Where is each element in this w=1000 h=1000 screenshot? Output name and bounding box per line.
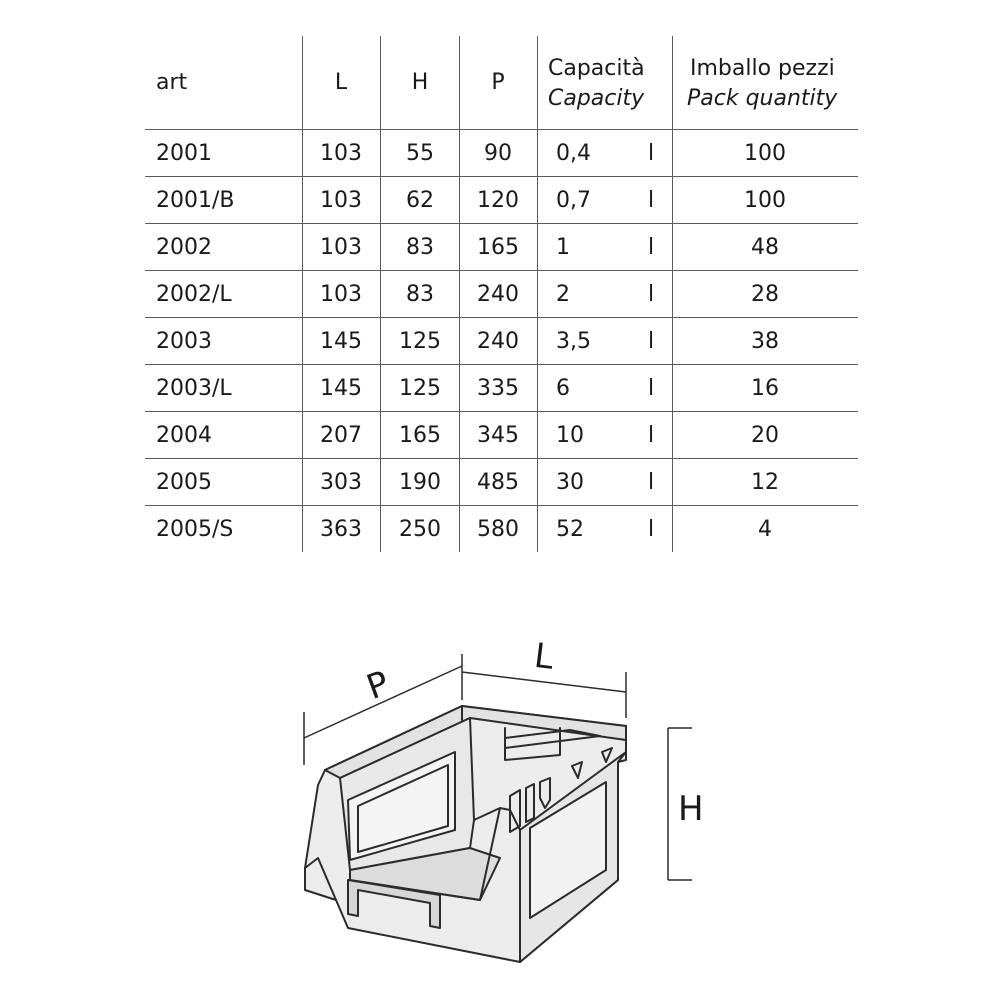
cell-L: 103	[320, 188, 362, 213]
cell-art: 2004	[156, 423, 212, 448]
cell-art: 2002/L	[156, 282, 232, 307]
cell-capacity: 0,4	[556, 141, 591, 166]
cell-H: 165	[399, 423, 441, 448]
header-pack-en: Pack quantity	[687, 86, 838, 111]
cell-unit: l	[647, 329, 655, 354]
header-L: L	[334, 70, 348, 95]
cell-capacity: 30	[556, 470, 584, 495]
cell-L: 303	[320, 470, 362, 495]
cell-capacity: 6	[556, 376, 570, 401]
cell-L: 145	[320, 376, 362, 401]
cell-L: 207	[320, 423, 362, 448]
cell-art: 2003	[156, 329, 212, 354]
label-L: L	[532, 635, 556, 678]
cell-L: 363	[320, 517, 362, 542]
cell-capacity: 10	[556, 423, 584, 448]
cell-P: 335	[477, 376, 519, 401]
cell-H: 125	[399, 329, 441, 354]
cell-P: 90	[484, 141, 512, 166]
header-P: P	[491, 70, 505, 95]
cell-unit: l	[647, 470, 655, 495]
header-art: art	[156, 70, 188, 95]
cell-unit: l	[647, 282, 655, 307]
cell-P: 240	[477, 329, 519, 354]
cell-pack: 4	[758, 517, 772, 542]
label-H: H	[678, 789, 704, 829]
cell-capacity: 3,5	[556, 329, 591, 354]
cell-H: 250	[399, 517, 441, 542]
label-P: P	[361, 663, 395, 708]
header-capacity-it: Capacità	[548, 56, 645, 81]
cell-L: 103	[320, 282, 362, 307]
cell-unit: l	[647, 423, 655, 448]
cell-pack: 12	[751, 470, 779, 495]
header-H: H	[411, 70, 429, 95]
cell-pack: 20	[751, 423, 779, 448]
cell-capacity: 2	[556, 282, 570, 307]
cell-L: 103	[320, 235, 362, 260]
cell-pack: 16	[751, 376, 779, 401]
cell-P: 580	[477, 517, 519, 542]
cell-H: 190	[399, 470, 441, 495]
cell-art: 2001/B	[156, 188, 235, 213]
cell-H: 55	[406, 141, 434, 166]
cell-art: 2005/S	[156, 517, 234, 542]
storage-bin-drawing	[305, 706, 626, 962]
cell-art: 2002	[156, 235, 212, 260]
cell-unit: l	[647, 517, 655, 542]
cell-L: 145	[320, 329, 362, 354]
cell-H: 83	[406, 235, 434, 260]
cell-art: 2001	[156, 141, 212, 166]
cell-capacity: 1	[556, 235, 570, 260]
cell-unit: l	[647, 376, 655, 401]
cell-unit: l	[647, 235, 655, 260]
cell-pack: 100	[744, 188, 786, 213]
cell-L: 103	[320, 141, 362, 166]
cell-H: 125	[399, 376, 441, 401]
cell-P: 165	[477, 235, 519, 260]
cell-pack: 100	[744, 141, 786, 166]
cell-capacity: 0,7	[556, 188, 591, 213]
cell-art: 2005	[156, 470, 212, 495]
cell-art: 2003/L	[156, 376, 232, 401]
cell-H: 62	[406, 188, 434, 213]
cell-unit: l	[647, 141, 655, 166]
cell-pack: 38	[751, 329, 779, 354]
cell-unit: l	[647, 188, 655, 213]
cell-pack: 28	[751, 282, 779, 307]
cell-H: 83	[406, 282, 434, 307]
header-capacity-en: Capacity	[548, 86, 645, 111]
cell-P: 485	[477, 470, 519, 495]
cell-P: 345	[477, 423, 519, 448]
header-pack-it: Imballo pezzi	[690, 56, 835, 81]
cell-P: 240	[477, 282, 519, 307]
cell-pack: 48	[751, 235, 779, 260]
cell-P: 120	[477, 188, 519, 213]
cell-capacity: 52	[556, 517, 584, 542]
